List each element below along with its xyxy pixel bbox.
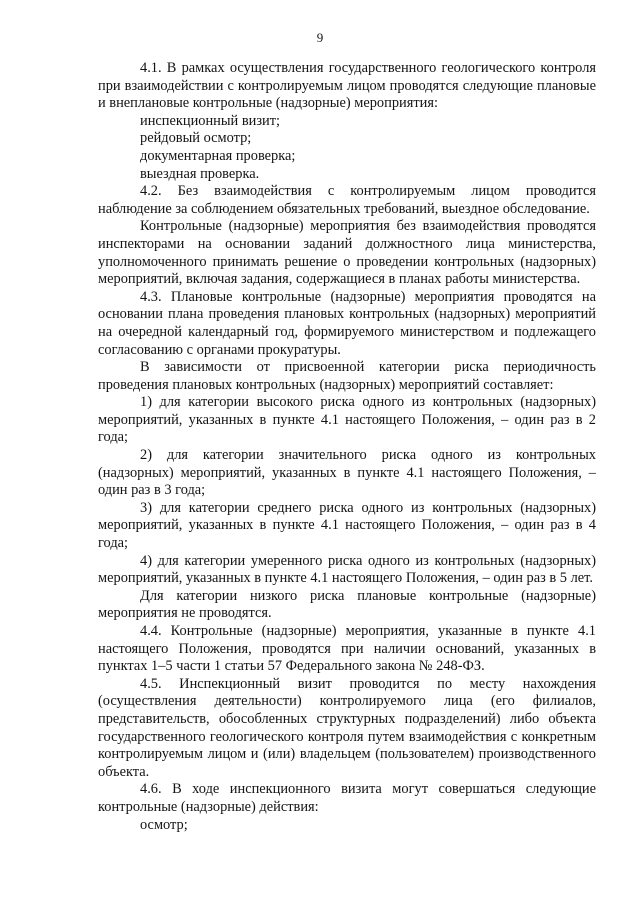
paragraph: 4.6. В ходе инспекционного визита могут совершаться следующие контрольные (надзорные) действия:: [98, 781, 596, 815]
document-body: [98, 60, 596, 834]
paragraph: Для категории низкого риска плановые контрольные (надзорные) мероприятия не проводятся.: [98, 587, 596, 622]
list-item: документарная проверка;: [140, 147, 296, 164]
list-item: выездная проверка.: [140, 165, 260, 182]
paragraph: 1) для категории высокого риска одного из контрольных (надзорных) мероприятий, указанных в пункте 4.1 настоящего Положения, – один раз в 2 года;: [98, 394, 596, 446]
paragraph: 4.4. Контрольные (надзорные) мероприятия, указанные в пункте 4.1 настоящего Положения, проводятся при наличии оснований, указанных в пунктах 1–5 части 1 статьи 57 Федерального закона № 248-ФЗ.: [98, 623, 596, 675]
paragraph: Контрольные (надзорные) мероприятия без взаимодействия проводятся инспекторами на основании заданий должностного лица министерства, уполномоченного принимать решение о проведении контрольных (надзорных) мероприятий, включая задания, содержащиеся в планах работы министерства.: [98, 218, 596, 288]
paragraph: 4.3. Плановые контрольные (надзорные) мероприятия проводятся на основании плана проведения плановых контрольных (надзорных) мероприятий на очередной календарный год, формируемого министерством и подлежащего согласованию с органами прокуратуры.: [98, 288, 596, 358]
paragraph: 4.1. В рамках осуществления государственного геологического контроля при взаимодействии с контролируемым лицом проводятся следующие плановые и внеплановые контрольные (надзорные) мероприятия:: [98, 60, 596, 112]
paragraph: 3) для категории среднего риска одного из контрольных (надзорных) мероприятий, указанных в пункте 4.1 настоящего Положения, – один раз в 4 года;: [98, 499, 596, 552]
paragraph: 4.2. Без взаимодействия с контролируемым лицом проводится наблюдение за соблюдением обязательных требований, выездное обследование.: [98, 183, 596, 217]
list-item: осмотр;: [140, 816, 188, 833]
paragraph: В зависимости от присвоенной категории риска периодичность проведения плановых контрольных (надзорных) мероприятий составляет:: [98, 359, 596, 393]
list-item: инспекционный визит;: [140, 112, 281, 129]
page-number: 9: [316, 30, 324, 45]
list-item: рейдовый осмотр;: [140, 130, 252, 147]
paragraph: 4.5. Инспекционный визит проводится по месту нахождения (осуществления деятельности) контролируемого лица (его филиалов, представительств, обособленных структурных подразделений) либо объекта государственного геологического контроля путем взаимодействия с конкретным контролируемым лицом и (или) владельцем (пользователем) производственного объекта.: [98, 675, 596, 780]
paragraph: 4) для категории умеренного риска одного из контрольных (надзорных) мероприятий, указанных в пункте 4.1 настоящего Положения, – один раз в 5 лет.: [98, 552, 596, 587]
paragraph: 2) для категории значительного риска одного из контрольных (надзорных) мероприятий, указанных в пункте 4.1 настоящего Положения, – один раз в 3 года;: [98, 447, 596, 499]
